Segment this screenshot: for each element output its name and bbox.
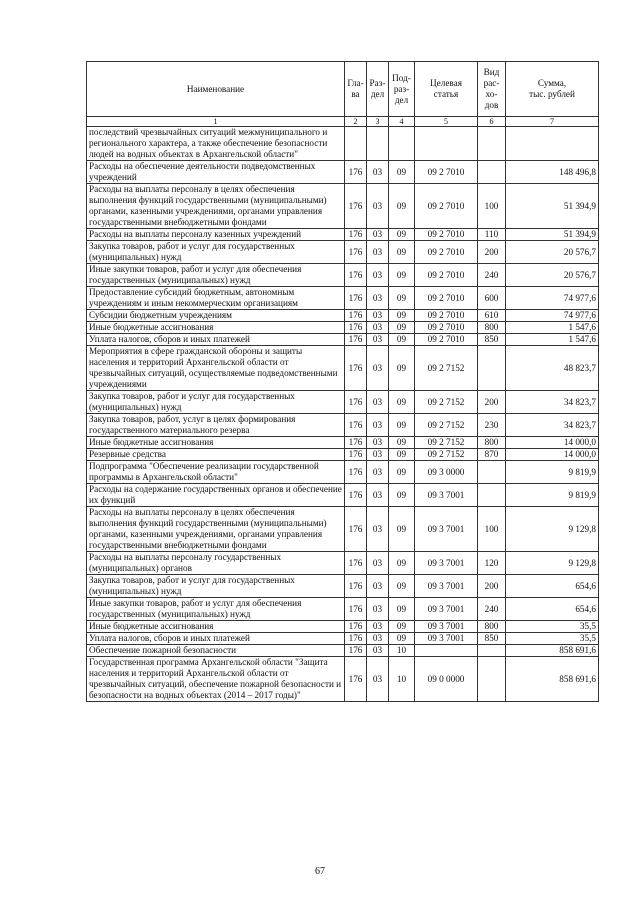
row-razdel: 03 xyxy=(367,657,389,702)
row-vid: 120 xyxy=(478,552,506,575)
table-row xyxy=(87,229,599,241)
row-sum: 34 823,7 xyxy=(506,414,599,437)
row-sum: 9 819,9 xyxy=(506,461,599,484)
row-glava: 176 xyxy=(345,645,367,657)
row-podrazdel: 09 xyxy=(389,287,415,310)
row-podrazdel: 09 xyxy=(389,322,415,334)
row-vid: 870 xyxy=(478,449,506,461)
row-sum: 148 496,8 xyxy=(506,161,599,184)
row-podrazdel: 09 xyxy=(389,484,415,507)
header-name: Наименование xyxy=(87,62,345,117)
row-name: Обеспечение пожарной безопасности xyxy=(87,645,345,657)
row-target: 09 2 7010 xyxy=(415,184,478,229)
row-sum: 14 000,0 xyxy=(506,449,599,461)
row-razdel: 03 xyxy=(367,229,389,241)
row-razdel: 03 xyxy=(367,310,389,322)
row-target: 09 2 7010 xyxy=(415,264,478,287)
row-podrazdel: 09 xyxy=(389,449,415,461)
table-row xyxy=(87,621,599,633)
row-vid: 850 xyxy=(478,633,506,645)
row-name: Предоставление субсидий бюджетным, автономным учреждениям и иным некоммерческим организациям xyxy=(87,287,345,310)
row-sum: 51 394,9 xyxy=(506,229,599,241)
row-razdel: 03 xyxy=(367,633,389,645)
row-glava: 176 xyxy=(345,621,367,633)
row-name: Расходы на выплаты персоналу государственных (муниципальных) органов xyxy=(87,552,345,575)
row-vid: 240 xyxy=(478,598,506,621)
row-target: 09 3 7001 xyxy=(415,507,478,552)
column-number: 7 xyxy=(506,117,599,127)
row-sum: 9 129,8 xyxy=(506,507,599,552)
row-podrazdel: 09 xyxy=(389,621,415,633)
column-number: 4 xyxy=(389,117,415,127)
row-razdel: 03 xyxy=(367,449,389,461)
row-razdel: 03 xyxy=(367,552,389,575)
row-vid: 800 xyxy=(478,322,506,334)
row-glava: 176 xyxy=(345,414,367,437)
row-name: Мероприятия в сфере гражданской обороны и защиты населения и территорий Архангельской области от чрезвычайных ситуаций, осуществляемые подведомственными учреждениями xyxy=(87,346,345,391)
row-sum: 858 691,6 xyxy=(506,657,599,702)
row-podrazdel: 09 xyxy=(389,598,415,621)
row-target: 09 2 7010 xyxy=(415,287,478,310)
table-row xyxy=(87,552,599,575)
row-podrazdel: 09 xyxy=(389,310,415,322)
row-sum: 74 977,6 xyxy=(506,310,599,322)
row-name: Расходы на выплаты персоналу в целях обеспечения выполнения функций государственными (муниципальными) органами, казенными учреждениями, органами управления государственными внебюджетными фондами xyxy=(87,507,345,552)
table-row xyxy=(87,645,599,657)
row-target: 09 2 7152 xyxy=(415,437,478,449)
column-number: 5 xyxy=(415,117,478,127)
table-body xyxy=(87,127,599,702)
row-razdel: 03 xyxy=(367,461,389,484)
row-vid: 200 xyxy=(478,575,506,598)
row-sum: 1 547,6 xyxy=(506,322,599,334)
row-glava: 176 xyxy=(345,552,367,575)
row-razdel: 03 xyxy=(367,161,389,184)
row-target: 09 3 7001 xyxy=(415,621,478,633)
row-razdel: 03 xyxy=(367,598,389,621)
row-vid xyxy=(478,657,506,702)
row-name: Иные закупки товаров, работ и услуг для обеспечения государственных (муниципальных) нужд xyxy=(87,264,345,287)
row-target: 09 2 7010 xyxy=(415,334,478,346)
row-podrazdel: 09 xyxy=(389,414,415,437)
row-glava: 176 xyxy=(345,391,367,414)
row-podrazdel: 09 xyxy=(389,184,415,229)
row-name: Резервные средства xyxy=(87,449,345,461)
row-name: Иные бюджетные ассигнования xyxy=(87,621,345,633)
row-target: 09 3 7001 xyxy=(415,484,478,507)
row-name: Расходы на выплаты персоналу в целях обеспечения выполнения функций государственными (муниципальными) органами, казенными учреждениями, органами управления государственными внебюджетными фондами xyxy=(87,184,345,229)
table-row xyxy=(87,127,599,161)
table-row xyxy=(87,598,599,621)
row-vid: 800 xyxy=(478,437,506,449)
row-razdel: 03 xyxy=(367,334,389,346)
row-name: Уплата налогов, сборов и иных платежей xyxy=(87,334,345,346)
row-podrazdel: 09 xyxy=(389,334,415,346)
row-razdel: 03 xyxy=(367,507,389,552)
row-sum: 858 691,6 xyxy=(506,645,599,657)
row-name: Закупка товаров, работ и услуг для государственных (муниципальных) нужд xyxy=(87,241,345,264)
row-target: 09 2 7152 xyxy=(415,414,478,437)
row-glava: 176 xyxy=(345,575,367,598)
row-glava: 176 xyxy=(345,229,367,241)
row-razdel: 03 xyxy=(367,322,389,334)
row-name: последствий чрезвычайных ситуаций межмуниципального и регионального характера, а также обеспечение безопасности людей на водных объектах в Архангельской области" xyxy=(87,127,345,161)
row-sum: 1 547,6 xyxy=(506,334,599,346)
row-vid xyxy=(478,161,506,184)
row-razdel: 03 xyxy=(367,184,389,229)
column-number: 1 xyxy=(87,117,345,127)
row-target: 09 3 7001 xyxy=(415,598,478,621)
row-razdel: 03 xyxy=(367,346,389,391)
row-sum: 20 576,7 xyxy=(506,241,599,264)
row-sum: 9 819,9 xyxy=(506,484,599,507)
row-razdel: 03 xyxy=(367,391,389,414)
row-sum: 34 823,7 xyxy=(506,391,599,414)
row-razdel: 03 xyxy=(367,241,389,264)
row-podrazdel xyxy=(389,127,415,161)
row-sum: 74 977,6 xyxy=(506,287,599,310)
row-glava: 176 xyxy=(345,633,367,645)
row-name: Иные закупки товаров, работ и услуг для обеспечения государственных (муниципальных) нужд xyxy=(87,598,345,621)
row-name: Уплата налогов, сборов и иных платежей xyxy=(87,633,345,645)
row-name: Закупка товаров, работ и услуг для государственных (муниципальных) нужд xyxy=(87,575,345,598)
table-row xyxy=(87,287,599,310)
row-target: 09 3 0000 xyxy=(415,461,478,484)
row-vid: 200 xyxy=(478,391,506,414)
row-razdel: 03 xyxy=(367,621,389,633)
header-razdel: Раз- дел xyxy=(367,62,389,117)
row-sum: 20 576,7 xyxy=(506,264,599,287)
table-row xyxy=(87,449,599,461)
row-target: 09 2 7010 xyxy=(415,310,478,322)
row-vid: 110 xyxy=(478,229,506,241)
row-glava: 176 xyxy=(345,437,367,449)
row-podrazdel: 09 xyxy=(389,437,415,449)
column-number: 3 xyxy=(367,117,389,127)
row-podrazdel: 09 xyxy=(389,633,415,645)
row-name: Иные бюджетные ассигнования xyxy=(87,322,345,334)
row-name: Расходы на выплаты персоналу казенных учреждений xyxy=(87,229,345,241)
row-razdel: 03 xyxy=(367,484,389,507)
row-name: Иные бюджетные ассигнования xyxy=(87,437,345,449)
row-vid xyxy=(478,645,506,657)
row-glava: 176 xyxy=(345,507,367,552)
row-glava: 176 xyxy=(345,161,367,184)
table-row xyxy=(87,414,599,437)
row-glava: 176 xyxy=(345,241,367,264)
row-sum: 9 129,8 xyxy=(506,552,599,575)
column-number: 6 xyxy=(478,117,506,127)
row-razdel: 03 xyxy=(367,645,389,657)
table-row xyxy=(87,264,599,287)
row-vid: 200 xyxy=(478,241,506,264)
row-vid: 230 xyxy=(478,414,506,437)
row-podrazdel: 09 xyxy=(389,346,415,391)
table-row xyxy=(87,657,599,702)
row-glava xyxy=(345,127,367,161)
row-podrazdel: 09 xyxy=(389,461,415,484)
row-name: Расходы на содержание государственных органов и обеспечение их функций xyxy=(87,484,345,507)
table-row xyxy=(87,437,599,449)
row-vid: 240 xyxy=(478,264,506,287)
table-row xyxy=(87,507,599,552)
row-name: Субсидии бюджетным учреждениям xyxy=(87,310,345,322)
row-target: 09 2 7152 xyxy=(415,391,478,414)
row-glava: 176 xyxy=(345,484,367,507)
page-number: 67 xyxy=(315,866,325,877)
row-podrazdel: 09 xyxy=(389,229,415,241)
row-target: 09 0 0000 xyxy=(415,657,478,702)
row-sum: 654,6 xyxy=(506,575,599,598)
row-sum: 35,5 xyxy=(506,633,599,645)
row-glava: 176 xyxy=(345,657,367,702)
row-vid xyxy=(478,346,506,391)
row-razdel: 03 xyxy=(367,264,389,287)
row-name: Подпрограмма "Обеспечение реализации государственной программы в Архангельской области" xyxy=(87,461,345,484)
table-row xyxy=(87,391,599,414)
row-glava: 176 xyxy=(345,310,367,322)
table-row xyxy=(87,461,599,484)
row-podrazdel: 09 xyxy=(389,241,415,264)
column-number: 2 xyxy=(345,117,367,127)
row-target: 09 2 7010 xyxy=(415,322,478,334)
row-glava: 176 xyxy=(345,264,367,287)
row-name: Государственная программа Архангельской области "Защита населения и территорий Архангельской области от чрезвычайных ситуаций, обеспечение пожарной безопасности и безопасности на водных объектах (2014 – 2017 годы)" xyxy=(87,657,345,702)
row-target: 09 2 7010 xyxy=(415,229,478,241)
row-vid xyxy=(478,461,506,484)
row-podrazdel: 09 xyxy=(389,552,415,575)
row-podrazdel: 09 xyxy=(389,391,415,414)
row-podrazdel: 09 xyxy=(389,507,415,552)
row-sum: 654,6 xyxy=(506,598,599,621)
row-vid: 850 xyxy=(478,334,506,346)
row-razdel: 03 xyxy=(367,287,389,310)
row-target: 09 2 7152 xyxy=(415,346,478,391)
row-podrazdel: 10 xyxy=(389,657,415,702)
row-glava: 176 xyxy=(345,287,367,310)
row-razdel xyxy=(367,127,389,161)
row-name: Закупка товаров, работ и услуг для государственных (муниципальных) нужд xyxy=(87,391,345,414)
row-target: 09 2 7010 xyxy=(415,161,478,184)
row-podrazdel: 09 xyxy=(389,264,415,287)
row-glava: 176 xyxy=(345,598,367,621)
row-vid: 800 xyxy=(478,621,506,633)
row-razdel: 03 xyxy=(367,414,389,437)
header-podrazdel: Под- раз- дел xyxy=(389,62,415,117)
row-vid: 610 xyxy=(478,310,506,322)
row-glava: 176 xyxy=(345,184,367,229)
header-target: Целевая статья xyxy=(415,62,478,117)
row-glava: 176 xyxy=(345,346,367,391)
row-vid: 600 xyxy=(478,287,506,310)
row-target xyxy=(415,127,478,161)
row-podrazdel: 10 xyxy=(389,645,415,657)
row-glava: 176 xyxy=(345,334,367,346)
row-target xyxy=(415,645,478,657)
table-row xyxy=(87,484,599,507)
header-sum: Сумма, тыс. рублей xyxy=(506,62,599,117)
row-name: Закупка товаров, работ, услуг в целях формирования государственного материального резерва xyxy=(87,414,345,437)
row-vid: 100 xyxy=(478,507,506,552)
table-row xyxy=(87,241,599,264)
table-row xyxy=(87,334,599,346)
row-sum: 35,5 xyxy=(506,621,599,633)
row-glava: 176 xyxy=(345,449,367,461)
header-row xyxy=(87,62,599,117)
header-glava: Гла- ва xyxy=(345,62,367,117)
row-target: 09 3 7001 xyxy=(415,575,478,598)
table-row xyxy=(87,322,599,334)
column-number-row xyxy=(87,117,599,127)
row-sum xyxy=(506,127,599,161)
row-glava: 176 xyxy=(345,461,367,484)
budget-table xyxy=(86,61,599,702)
row-vid xyxy=(478,127,506,161)
table-row xyxy=(87,161,599,184)
row-name: Расходы на обеспечение деятельности подведомственных учреждений xyxy=(87,161,345,184)
row-razdel: 03 xyxy=(367,437,389,449)
row-target: 09 3 7001 xyxy=(415,552,478,575)
row-target: 09 2 7010 xyxy=(415,241,478,264)
row-sum: 14 000,0 xyxy=(506,437,599,449)
row-podrazdel: 09 xyxy=(389,575,415,598)
row-razdel: 03 xyxy=(367,575,389,598)
table-row xyxy=(87,346,599,391)
row-target: 09 2 7152 xyxy=(415,449,478,461)
row-glava: 176 xyxy=(345,322,367,334)
row-vid xyxy=(478,484,506,507)
row-sum: 51 394,9 xyxy=(506,184,599,229)
table-row xyxy=(87,184,599,229)
row-podrazdel: 09 xyxy=(389,161,415,184)
table-row xyxy=(87,633,599,645)
header-vid: Вид рас- хо- дов xyxy=(478,62,506,117)
table-row xyxy=(87,310,599,322)
row-vid: 100 xyxy=(478,184,506,229)
table-row xyxy=(87,575,599,598)
row-target: 09 3 7001 xyxy=(415,633,478,645)
row-sum: 48 823,7 xyxy=(506,346,599,391)
